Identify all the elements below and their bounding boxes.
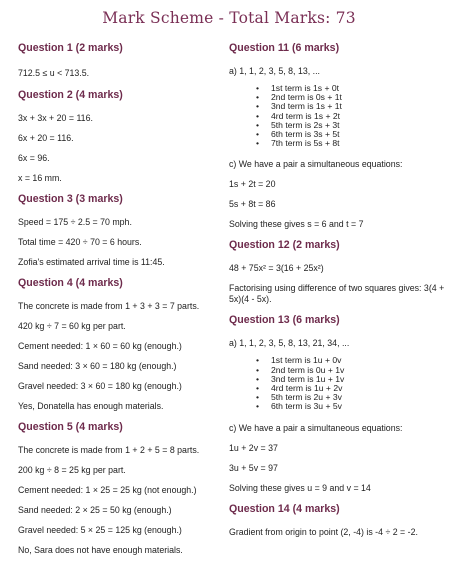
question-heading: Question 11 (6 marks) (229, 42, 340, 54)
list-item: • 4rd term is 1s + 2t (229, 112, 449, 121)
answer-line: The concrete is made from 1 + 2 + 5 = 8 parts. (18, 445, 200, 455)
answer-line: The concrete is made from 1 + 3 + 3 = 7 parts. (18, 301, 200, 311)
answer-line: Solving these gives u = 9 and v = 14 (229, 482, 371, 493)
sequence-line: a) 1, 1, 2, 3, 5, 8, 13, 21, 34, ... (229, 338, 350, 349)
answer-line: 3u + 5v = 97 (229, 462, 278, 473)
list-item: • 5th term is 2s + 3t (229, 121, 449, 130)
list-item: • 1st term is 1s + 0t (229, 84, 449, 93)
answer-line: 1u + 2v = 37 (229, 442, 278, 453)
answer-line: 5s + 8t = 86 (229, 199, 276, 210)
answer-line: 6x + 20 = 116. (18, 133, 74, 143)
question-heading: Question 14 (4 marks) (229, 502, 340, 515)
answer-line: Zofia's estimated arrival time is 11:45. (18, 257, 165, 267)
list-item: • 6th term is 3u + 5v (229, 402, 449, 411)
list-item: • 5th term is 2u + 3v (229, 393, 449, 402)
term-list (229, 356, 449, 411)
list-item: • 6th term is 3s + 5t (229, 130, 449, 139)
term-list (229, 84, 449, 148)
question-heading: Question 5 (4 marks) (18, 421, 123, 433)
answer-line: 712.5 ≤ u < 713.5. (18, 68, 90, 78)
answer-line: 48 + 75x² = 3(16 + 25x²) (229, 263, 324, 274)
right-column (229, 42, 449, 538)
answer-line: Gravel needed: 3 × 60 = 180 kg (enough.) (18, 381, 182, 391)
list-item: • 3nd term is 1s + 1t (229, 102, 449, 111)
answer-line: 3x + 3x + 20 = 116. (18, 113, 93, 123)
list-item: • 2nd term is 0u + 1v (229, 366, 449, 375)
answer-line: c) We have a pair a simultaneous equations: (229, 422, 403, 433)
answer-line: Sand needed: 2 × 25 = 50 kg (enough.) (18, 505, 172, 515)
answer-line: Yes, Donatella has enough materials. (18, 401, 164, 411)
answer-line: c) We have a pair a simultaneous equations: (229, 159, 403, 170)
answer-line: 200 kg ÷ 8 = 25 kg per part. (18, 465, 126, 475)
answer-line: 1s + 2t = 20 (229, 179, 276, 190)
answer-line: 420 kg ÷ 7 = 60 kg per part. (18, 321, 126, 331)
left-column (18, 42, 226, 556)
answer-line: Total time = 420 ÷ 70 = 6 hours. (18, 237, 142, 247)
list-item: • 1st term is 1u + 0v (229, 356, 449, 365)
list-item: • 7th term is 5s + 8t (229, 139, 449, 148)
list-item: • 2nd term is 0s + 1t (229, 93, 449, 102)
question-heading: Question 3 (3 marks) (18, 193, 123, 205)
list-item: • 4rd term is 1u + 2v (229, 384, 449, 393)
answer-line: Solving these gives s = 6 and t = 7 (229, 219, 364, 230)
question-heading: Question 2 (4 marks) (18, 89, 123, 101)
question-heading: Question 13 (6 marks) (229, 314, 340, 327)
question-heading: Question 1 (2 marks) (18, 42, 123, 54)
answer-line: Gravel needed: 5 × 25 = 125 kg (enough.) (18, 525, 182, 535)
answer-line: Sand needed: 3 × 60 = 180 kg (enough.) (18, 361, 177, 371)
answer-line: x = 16 mm. (18, 173, 62, 183)
sequence-line: a) 1, 1, 2, 3, 5, 8, 13, ... (229, 66, 320, 76)
answer-line: Gradient from origin to point (2, -4) is -4 ÷ 2 = -2. (229, 526, 418, 537)
question-heading: Question 4 (4 marks) (18, 277, 123, 289)
answer-line: Cement needed: 1 × 60 = 60 kg (enough.) (18, 341, 182, 351)
list-item: • 3nd term is 1u + 1v (229, 375, 449, 384)
answer-line: Speed = 175 ÷ 2.5 = 70 mph. (18, 217, 132, 227)
page-title: Mark Scheme - Total Marks: 73 (102, 9, 356, 27)
answer-line: Cement needed: 1 × 25 = 25 kg (not enough.) (18, 485, 197, 495)
answer-line: 6x = 96. (18, 153, 50, 163)
answer-line: No, Sara does not have enough materials. (18, 545, 183, 555)
question-heading: Question 12 (2 marks) (229, 239, 340, 252)
answer-line: Factorising using difference of two squares gives: 3(4 + 5x)(4 - 5x). (229, 283, 445, 305)
